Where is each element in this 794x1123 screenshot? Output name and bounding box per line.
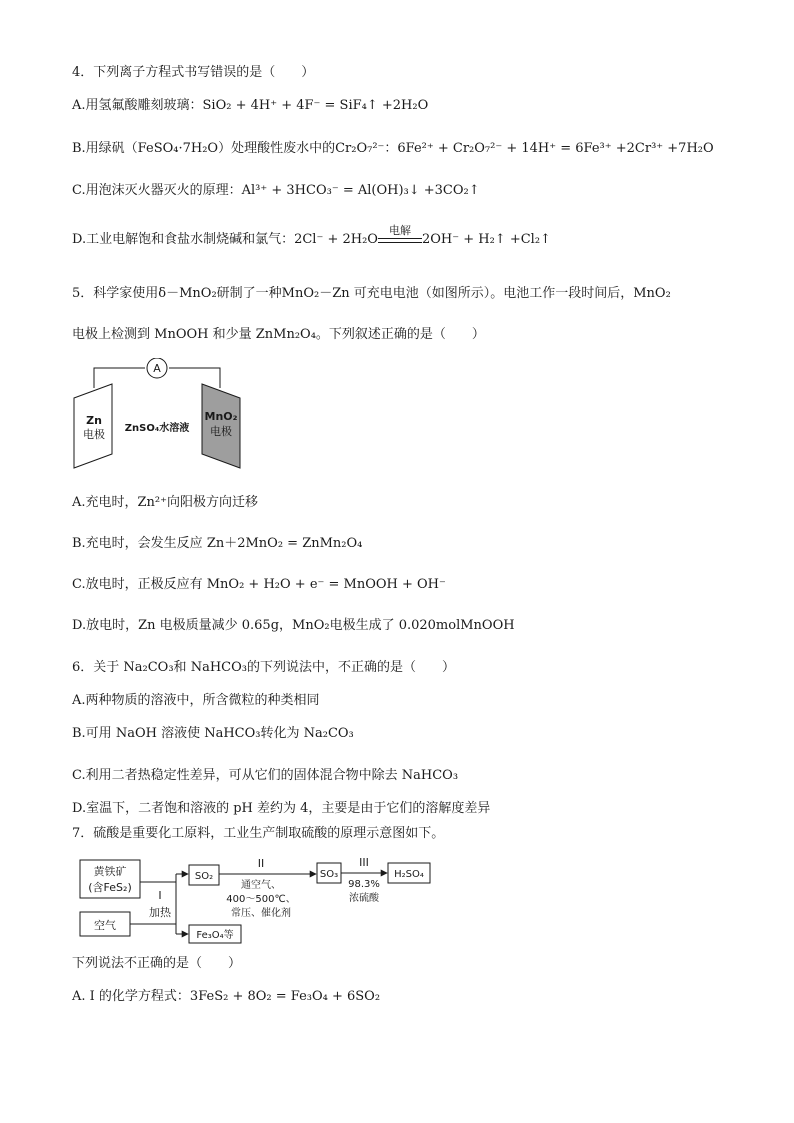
acid-concentration: 98.3%	[348, 879, 380, 890]
q5-stem-line1: 5．科学家使用δ－MnO₂研制了一种MnO₂－Zn 可充电电池（如图所示）。电池工作一段时间后，MnO₂	[72, 286, 671, 301]
q4-option-a-label: A.用氢氟酸雕刻玻璃：	[72, 98, 203, 113]
q5-option-d: D.放电时，Zn 电极质量减少 0.65g，MnO₂电极生成了 0.020molMnOOH	[72, 618, 515, 633]
q5-option-b: B.充电时，会发生反应 Zn＋2MnO₂ = ZnMn₂O₄	[72, 536, 363, 551]
battery-diagram	[72, 358, 252, 476]
condition-line-3: 常压、催化剂	[231, 908, 291, 919]
acid-name: 浓硫酸	[349, 893, 379, 904]
step-3-label: III	[359, 856, 369, 869]
ammeter-label: A	[153, 362, 161, 375]
electrolysis-sign	[378, 224, 422, 243]
heat-label: 加热	[149, 906, 171, 919]
q4-option-b-equation: 6Fe²⁺ + Cr₂O₇²⁻ + 14H⁺ = 6Fe³⁺ +2Cr³⁺ +7H₂O	[397, 141, 714, 156]
step-1-label: I	[158, 889, 162, 902]
q4-option-c-equation: Al³⁺ + 3HCO₃⁻ = Al(OH)₃↓ +3CO₂↑	[241, 183, 480, 198]
q7-question: 下列说法不正确的是（ ）	[72, 956, 242, 971]
q4-option-c	[72, 182, 480, 200]
q4-option-b-label: B.用绿矾（FeSO₄·7H₂O）处理酸性废水中的Cr₂O₇²⁻：	[72, 141, 398, 156]
fe3o4-label: Fe₃O₄等	[196, 930, 234, 941]
q4-option-d-left: 2Cl⁻ + 2H₂O	[294, 232, 378, 247]
condition-line-2: 400～500℃、	[226, 894, 296, 905]
q4-option-c-label: C.用泡沫灭火器灭火的原理：	[72, 183, 242, 198]
mno2-electrode-label-1: MnO₂	[204, 410, 238, 423]
q6-option-b: B.可用 NaOH 溶液使 NaHCO₃转化为 Na₂CO₃	[72, 726, 354, 741]
pyrite-label-1: 黄铁矿	[93, 865, 127, 878]
q5-option-c: C.放电时，正极反应有 MnO₂ + H₂O + e⁻ = MnOOH + OH⁻	[72, 577, 446, 592]
q5-option-a: A.充电时，Zn²⁺向阳极方向迁移	[72, 495, 258, 510]
q4-option-a	[72, 97, 428, 115]
q4-option-d	[72, 224, 551, 249]
q4-option-b	[72, 140, 714, 158]
q6-option-a: A.两种物质的溶液中，所含微粒的种类相同	[72, 693, 320, 708]
so3-label: SO₃	[319, 869, 339, 880]
h2so4-label: H₂SO₄	[394, 869, 424, 880]
electrolysis-condition: 电解	[388, 224, 411, 237]
step-2-label: II	[257, 857, 265, 870]
q4-stem: 4．下列离子方程式书写错误的是（ ）	[72, 65, 315, 80]
electrolyte-label: ZnSO₄水溶液	[124, 423, 190, 434]
q4-option-d-right: 2OH⁻ + H₂↑ +Cl₂↑	[421, 232, 551, 247]
q4-option-d-label: D.工业电解饱和食盐水制烧碱和氯气：	[72, 232, 295, 247]
q5-stem-line2: 电极上检测到 MnOOH 和少量 ZnMn₂O₄。下列叙述正确的是（ ）	[72, 327, 485, 342]
sulfuric-acid-flow-diagram	[76, 852, 436, 944]
q6-option-c: C.利用二者热稳定性差异，可从它们的固体混合物中除去 NaHCO₃	[72, 768, 459, 783]
zn-electrode-label-2: 电极	[83, 428, 105, 441]
q6-option-d: D.室温下，二者饱和溶液的 pH 差约为 4，主要是由于它们的溶解度差异	[72, 801, 491, 816]
condition-line-1: 通空气、	[241, 880, 281, 891]
zn-electrode-label-1: Zn	[86, 414, 102, 427]
mno2-electrode-label-2: 电极	[210, 425, 232, 438]
q7-option-a: A. I 的化学方程式：3FeS₂ + 8O₂ = Fe₃O₄ + 6SO₂	[72, 989, 381, 1004]
q7-stem: 7．硫酸是重要化工原料，工业生产制取硫酸的原理示意图如下。	[72, 826, 445, 841]
pyrite-label-2: (含FeS₂)	[88, 881, 132, 894]
q6-stem: 6．关于 Na₂CO₃和 NaHCO₃的下列说法中，不正确的是（ ）	[72, 660, 455, 675]
q4-option-a-equation: SiO₂ + 4H⁺ + 4F⁻ = SiF₄↑ +2H₂O	[202, 98, 429, 113]
so2-label: SO₂	[194, 871, 214, 882]
air-label: 空气	[94, 919, 116, 932]
